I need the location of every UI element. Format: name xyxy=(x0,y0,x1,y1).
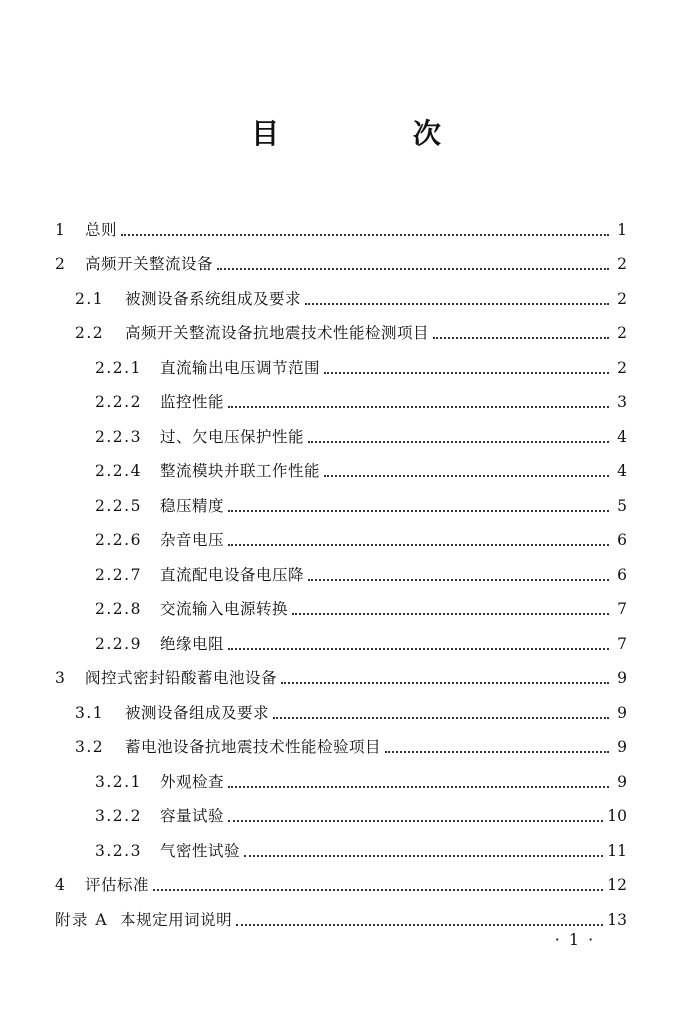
toc-entry-number: 2.2.3 xyxy=(95,427,142,446)
toc-entry-label: 蓄电池设备抗地震技术性能检验项目 xyxy=(125,738,382,756)
toc-entry[interactable] xyxy=(55,654,627,689)
toc-entry[interactable] xyxy=(55,378,627,413)
toc-dot-leader xyxy=(433,337,609,339)
toc-entry[interactable] xyxy=(55,688,627,723)
toc-entry-number: 附录 A xyxy=(55,910,109,929)
toc-dot-leader xyxy=(228,544,609,546)
toc-entry-page: 9 xyxy=(617,738,627,756)
toc-entry-number: 4 xyxy=(55,876,67,894)
toc-entry[interactable] xyxy=(55,240,627,275)
toc-entry-number: 2.2.6 xyxy=(95,531,142,549)
toc-entry-label: 被测设备系统组成及要求 xyxy=(125,289,302,308)
table-of-contents xyxy=(55,205,627,930)
toc-entry-page: 2 xyxy=(617,358,627,377)
toc-entry[interactable] xyxy=(55,619,627,654)
toc-entry-label: 容量试验 xyxy=(160,807,225,825)
toc-entry-page: 10 xyxy=(607,807,627,825)
page-title: 目 次 xyxy=(251,117,503,150)
toc-entry[interactable] xyxy=(55,309,627,344)
toc-entry-page: 3 xyxy=(617,393,627,411)
toc-dot-leader xyxy=(228,510,609,512)
toc-dot-leader xyxy=(153,889,603,891)
toc-entry-number: 2.2 xyxy=(75,324,105,342)
toc-entry-label: 稳压精度 xyxy=(160,496,225,515)
toc-dot-leader xyxy=(244,855,603,857)
toc-entry-number: 2.2.8 xyxy=(95,600,142,618)
toc-entry-label: 阀控式密封铅酸蓄电池设备 xyxy=(85,669,278,687)
toc-entry-label: 整流模块并联工作性能 xyxy=(160,462,321,480)
toc-entry[interactable] xyxy=(55,205,627,240)
toc-entry-number: 3.2.2 xyxy=(95,807,142,825)
toc-entry[interactable] xyxy=(55,274,627,309)
toc-entry-number: 2.2.7 xyxy=(95,565,142,584)
toc-entry-page: 4 xyxy=(617,427,627,446)
toc-entry-label: 气密性试验 xyxy=(160,841,241,860)
toc-entry-page: 2 xyxy=(617,289,627,308)
toc-dot-leader xyxy=(228,786,609,788)
page-number-footer: · 1 · xyxy=(554,930,596,949)
toc-dot-leader xyxy=(228,406,609,408)
toc-entry-number: 2 xyxy=(55,255,67,273)
toc-entry[interactable] xyxy=(55,861,627,896)
toc-entry-page: 4 xyxy=(617,462,627,480)
toc-entry[interactable] xyxy=(55,757,627,792)
toc-entry-number: 1 xyxy=(55,220,67,239)
toc-entry-label: 本规定用词说明 xyxy=(120,910,233,929)
toc-entry-label: 总则 xyxy=(85,220,118,239)
toc-dot-leader xyxy=(292,613,609,615)
toc-entry-label: 被测设备组成及要求 xyxy=(125,703,270,722)
toc-entry-page: 9 xyxy=(617,703,627,722)
toc-entry-page: 9 xyxy=(617,772,627,791)
toc-entry-page: 6 xyxy=(617,565,627,584)
toc-entry-number: 3 xyxy=(55,669,67,687)
toc-entry[interactable] xyxy=(55,447,627,482)
toc-entry-label: 过、欠电压保护性能 xyxy=(160,427,305,446)
toc-entry-page: 7 xyxy=(617,634,627,653)
toc-entry-number: 2.2.5 xyxy=(95,496,142,515)
toc-dot-leader xyxy=(273,717,609,719)
toc-dot-leader xyxy=(324,372,609,374)
toc-entry-page: 6 xyxy=(617,531,627,549)
toc-dot-leader xyxy=(228,820,603,822)
toc-entry[interactable] xyxy=(55,516,627,551)
toc-entry-label: 外观检查 xyxy=(160,772,225,791)
toc-entry-label: 杂音电压 xyxy=(160,531,225,549)
toc-entry-number: 3.1 xyxy=(75,703,105,722)
toc-entry-label: 绝缘电阻 xyxy=(160,634,225,653)
toc-dot-leader xyxy=(308,441,609,443)
toc-entry-page: 5 xyxy=(617,496,627,515)
toc-entry-label: 交流输入电源转换 xyxy=(160,600,289,618)
toc-dot-leader xyxy=(305,303,609,305)
toc-entry-number: 2.1 xyxy=(75,289,105,308)
toc-dot-leader xyxy=(385,751,609,753)
toc-entry[interactable] xyxy=(55,412,627,447)
toc-dot-leader xyxy=(217,268,609,270)
toc-entry-number: 3.2.3 xyxy=(95,841,142,860)
toc-entry-number: 2.2.9 xyxy=(95,634,142,653)
toc-dot-leader xyxy=(121,234,609,236)
toc-entry-page: 11 xyxy=(607,841,627,860)
toc-entry-label: 评估标准 xyxy=(85,876,150,894)
toc-entry-label: 直流输出电压调节范围 xyxy=(160,358,321,377)
toc-entry-page: 13 xyxy=(607,910,627,929)
toc-entry-label: 直流配电设备电压降 xyxy=(160,565,305,584)
toc-entry[interactable] xyxy=(55,792,627,827)
toc-entry-number: 2.2.1 xyxy=(95,358,142,377)
toc-entry-label: 监控性能 xyxy=(160,393,225,411)
toc-dot-leader xyxy=(228,648,609,650)
toc-entry-number: 3.2.1 xyxy=(95,772,142,791)
toc-entry-number: 2.2.2 xyxy=(95,393,142,411)
toc-entry[interactable] xyxy=(55,723,627,758)
toc-entry-number: 3.2 xyxy=(75,738,105,756)
toc-entry-page: 12 xyxy=(607,876,627,894)
toc-entry[interactable] xyxy=(55,585,627,620)
toc-dot-leader xyxy=(308,579,609,581)
toc-entry-page: 9 xyxy=(617,669,627,687)
toc-entry-label: 高频开关整流设备抗地震技术性能检测项目 xyxy=(125,324,430,342)
toc-entry[interactable] xyxy=(55,826,627,861)
toc-entry[interactable] xyxy=(55,550,627,585)
toc-entry[interactable] xyxy=(55,895,627,930)
toc-dot-leader xyxy=(324,475,609,477)
toc-entry[interactable] xyxy=(55,481,627,516)
toc-entry-page: 2 xyxy=(617,255,627,273)
toc-entry-number: 2.2.4 xyxy=(95,462,142,480)
toc-dot-leader xyxy=(236,924,603,926)
toc-entry-page: 1 xyxy=(617,220,627,239)
toc-entry-page: 7 xyxy=(617,600,627,618)
toc-dot-leader xyxy=(281,682,609,684)
toc-entry-label: 高频开关整流设备 xyxy=(85,255,214,273)
toc-entry-page: 2 xyxy=(617,324,627,342)
toc-entry[interactable] xyxy=(55,343,627,378)
